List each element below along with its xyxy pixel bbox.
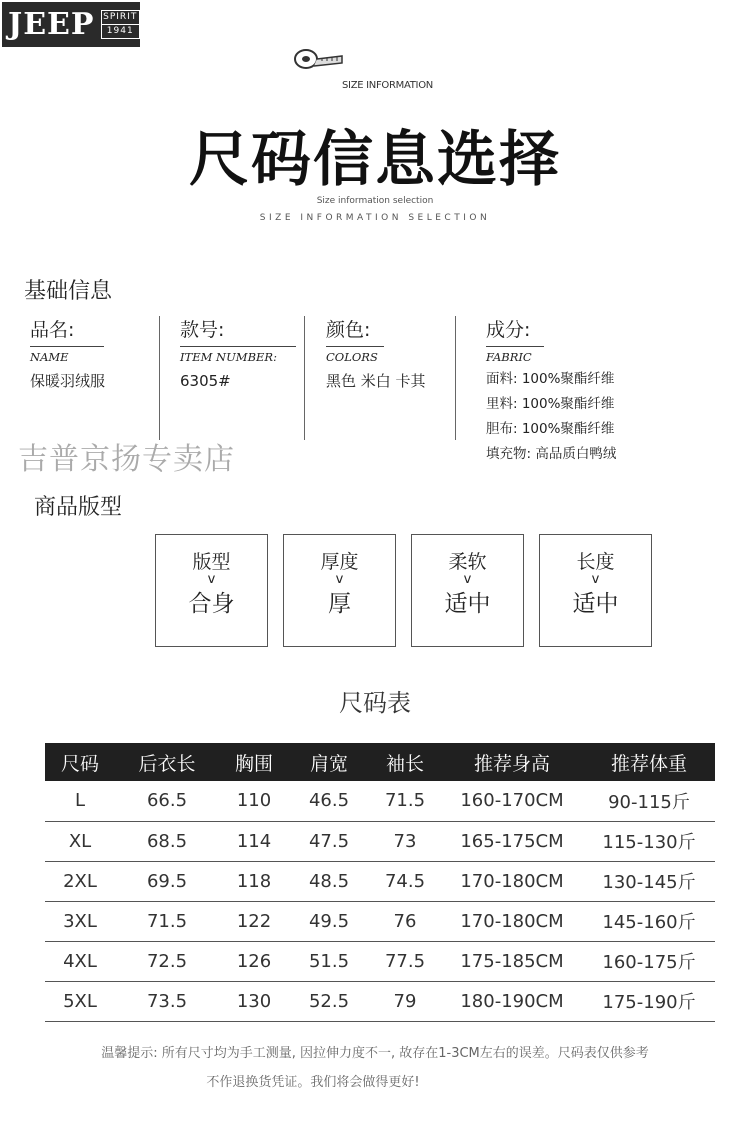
info-fabric [486, 316, 616, 467]
fit-arrow: v [463, 572, 472, 587]
header-size: 尺码 [45, 743, 115, 781]
info-name-en: NAME [30, 346, 104, 364]
size-table-title: 尺码表 [339, 689, 411, 717]
info-colors-label: 颜色: [326, 319, 371, 341]
table-cell: 69.5 [115, 861, 219, 901]
table-cell: 165-175CM [441, 821, 583, 861]
table-row [45, 941, 715, 981]
header-chest: 胸围 [219, 743, 289, 781]
page-subtitle: Size information selection [316, 196, 434, 206]
logo-badge [101, 10, 141, 39]
table-cell: 110 [219, 781, 289, 821]
table-cell: 130 [219, 981, 289, 1021]
header-height: 推荐身高 [441, 743, 583, 781]
info-fabric-label: 成分: [486, 319, 531, 341]
header-weight: 推荐体重 [583, 743, 715, 781]
table-cell: 73 [369, 821, 441, 861]
divider [455, 316, 456, 440]
table-row [45, 861, 715, 901]
size-table-header [45, 743, 715, 781]
table-cell: 49.5 [289, 901, 369, 941]
header-sleeve: 袖长 [369, 743, 441, 781]
fit-arrow: v [207, 572, 216, 587]
info-colors [326, 316, 426, 391]
logo-badge-top: SPIRIT [103, 12, 138, 22]
fit-box-length [539, 534, 652, 647]
table-row [45, 821, 715, 861]
divider [304, 316, 305, 440]
table-cell: 180-190CM [441, 981, 583, 1021]
fit-value: 适中 [444, 591, 491, 617]
table-cell: 130-145斤 [583, 861, 715, 901]
table-cell: 46.5 [289, 781, 369, 821]
fit-value: 合身 [188, 591, 235, 617]
table-cell: 79 [369, 981, 441, 1021]
info-name [30, 316, 105, 391]
table-cell: 160-175斤 [583, 941, 715, 981]
table-cell: 4XL [45, 941, 115, 981]
fit-label: 柔软 [448, 551, 487, 573]
fit-arrow: v [335, 572, 344, 587]
info-name-label: 品名: [30, 319, 75, 341]
fit-box-softness [411, 534, 524, 647]
note-line-1: 温馨提示: 所有尺寸均为手工测量, 因拉伸力度不一, 故存在1-3CM左右的误差。尺码表仅供参考 [101, 1046, 649, 1061]
basic-info-title: 基础信息 [24, 279, 113, 304]
table-cell: 170-180CM [441, 861, 583, 901]
table-cell: 114 [219, 821, 289, 861]
info-fabric-en: FABRIC [486, 346, 544, 364]
table-cell: XL [45, 821, 115, 861]
divider [159, 316, 160, 440]
info-item-number-label: 款号: [180, 319, 225, 341]
table-cell: 115-130斤 [583, 821, 715, 861]
table-cell: 71.5 [369, 781, 441, 821]
fabric-outer: 面料: 100%聚酯纤维 [486, 371, 615, 387]
fabric-lining: 里料: 100%聚酯纤维 [486, 396, 615, 412]
info-item-number-en: ITEM NUMBER: [180, 346, 296, 364]
note-line-2: 不作退换货凭证。我们将会做得更好! [206, 1075, 420, 1090]
table-cell: 122 [219, 901, 289, 941]
table-cell: 175-185CM [441, 941, 583, 981]
header-shoulder: 肩宽 [289, 743, 369, 781]
page-title: 尺码信息选择 [189, 125, 561, 195]
size-table [45, 743, 715, 1022]
table-row [45, 781, 715, 821]
table-row [45, 981, 715, 1021]
table-cell: 71.5 [115, 901, 219, 941]
fit-value: 厚 [328, 591, 351, 617]
info-colors-value: 黑色 米白 卡其 [326, 372, 426, 390]
store-watermark: 吉普京扬专卖店 [18, 442, 235, 477]
table-cell: 5XL [45, 981, 115, 1021]
table-cell: 77.5 [369, 941, 441, 981]
logo-badge-bottom: 1941 [102, 24, 140, 38]
logo-wordmark: JEEP [8, 7, 95, 42]
table-cell: 47.5 [289, 821, 369, 861]
table-cell: 90-115斤 [583, 781, 715, 821]
table-row [45, 901, 715, 941]
table-cell: 170-180CM [441, 901, 583, 941]
size-information-label: SIZE INFORMATION [342, 80, 433, 91]
fit-label: 厚度 [320, 551, 359, 573]
table-cell: 175-190斤 [583, 981, 715, 1021]
fit-arrow: v [591, 572, 600, 587]
info-name-value: 保暖羽绒服 [30, 372, 106, 390]
table-cell: 118 [219, 861, 289, 901]
table-cell: 2XL [45, 861, 115, 901]
page-subtitle-caps: SIZE INFORMATION SELECTION [259, 213, 491, 223]
fit-value: 适中 [572, 591, 619, 617]
table-cell: 74.5 [369, 861, 441, 901]
fit-label: 版型 [192, 551, 231, 573]
info-item-number-value: 6305# [180, 372, 231, 390]
table-cell: 68.5 [115, 821, 219, 861]
table-cell: 51.5 [289, 941, 369, 981]
table-cell: 145-160斤 [583, 901, 715, 941]
info-item-number [180, 316, 296, 391]
table-cell: 73.5 [115, 981, 219, 1021]
table-cell: 126 [219, 941, 289, 981]
fit-label: 长度 [576, 551, 615, 573]
measuring-tape-icon [292, 46, 344, 72]
table-cell: 3XL [45, 901, 115, 941]
fabric-inner: 胆布: 100%聚酯纤维 [486, 421, 615, 437]
fabric-filling: 填充物: 高品质白鸭绒 [486, 446, 617, 462]
brand-logo [2, 2, 140, 47]
table-cell: 76 [369, 901, 441, 941]
table-cell: 72.5 [115, 941, 219, 981]
fit-title: 商品版型 [34, 495, 123, 520]
table-cell: 52.5 [289, 981, 369, 1021]
table-cell: L [45, 781, 115, 821]
table-cell: 66.5 [115, 781, 219, 821]
table-cell: 160-170CM [441, 781, 583, 821]
info-colors-en: COLORS [326, 346, 384, 364]
fit-box-thickness [283, 534, 396, 647]
header-back-length: 后衣长 [115, 743, 219, 781]
table-cell: 48.5 [289, 861, 369, 901]
fit-box-cut [155, 534, 268, 647]
